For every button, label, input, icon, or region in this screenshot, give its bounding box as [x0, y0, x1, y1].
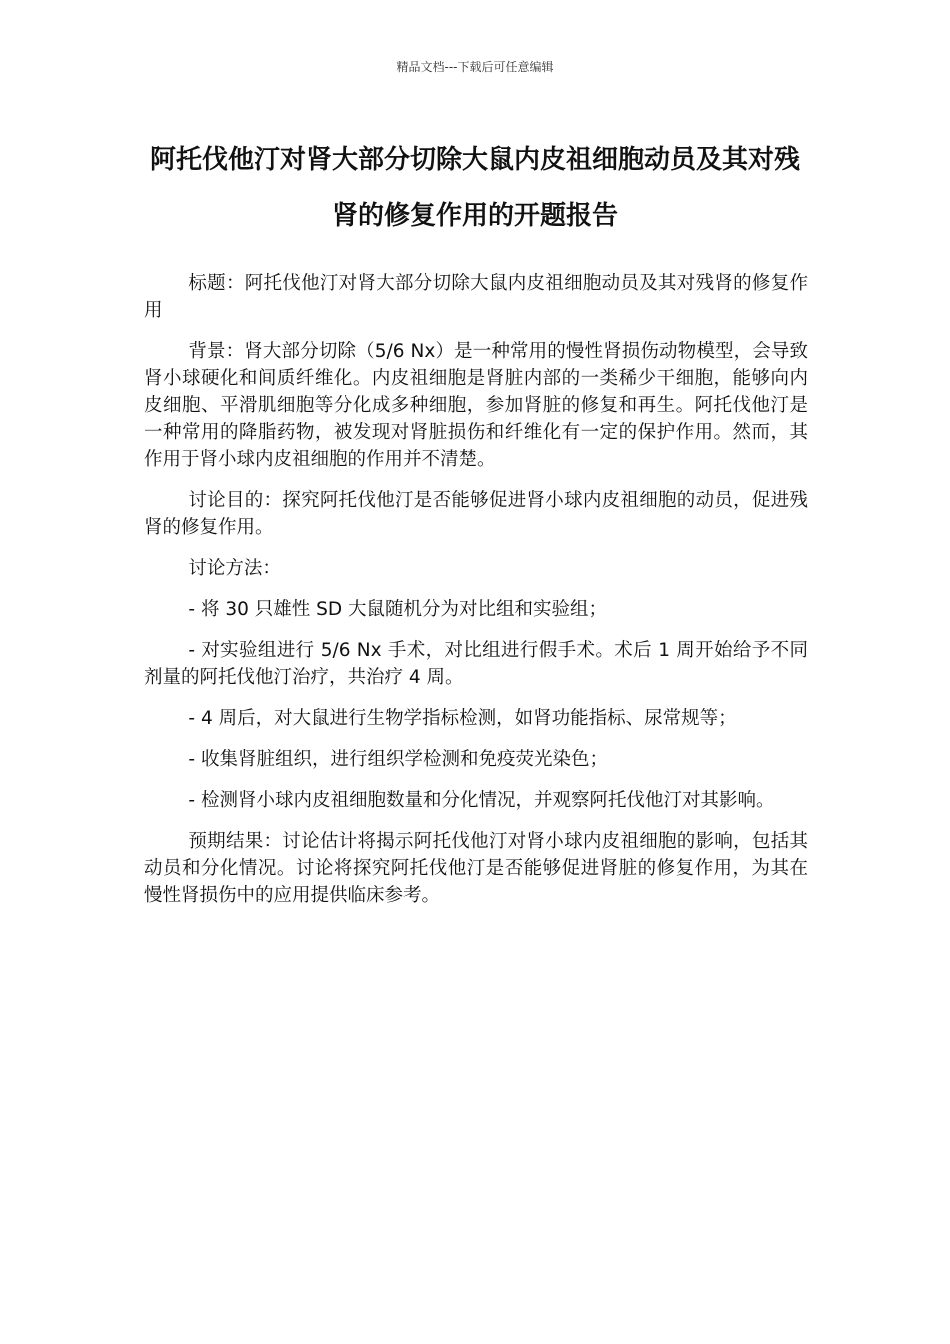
paragraph-objective: 讨论目的：探究阿托伐他汀是否能够促进肾小球内皮祖细胞的动员，促进残肾的修复作用。: [144, 490, 808, 538]
paragraph-method-item-1: - 将 30 只雄性 SD 大鼠随机分为对比组和实验组；: [188, 599, 607, 620]
paragraph-methods-heading: 讨论方法：: [188, 558, 281, 579]
paragraph-title: 标题：阿托伐他汀对肾大部分切除大鼠内皮祖细胞动员及其对残肾的修复作用: [144, 273, 808, 321]
document-body: [144, 270, 808, 923]
paragraph-background: 背景：肾大部分切除（5/6 Nx）是一种常用的慢性肾损伤动物模型，会导致肾小球硬化和间质纤维化。内皮祖细胞是肾脏内部的一类稀少干细胞，能够向内皮细胞、平滑肌细胞等分化成多种细胞，参加肾脏的修复和再生。阿托伐他汀是一种常用的降脂药物，被发现对肾脏损伤和纤维化有一定的保护作用。然而，其作用于肾小球内皮祖细胞的作用并不清楚。: [144, 341, 808, 470]
paragraph-method-item-3: - 4 周后，对大鼠进行生物学指标检测，如肾功能指标、尿常规等；: [188, 708, 737, 729]
paragraph-expected-results: 预期结果：讨论估计将揭示阿托伐他汀对肾小球内皮祖细胞的影响，包括其动员和分化情况。讨论将探究阿托伐他汀是否能够促进肾脏的修复作用，为其在慢性肾损伤中的应用提供临床参考。: [144, 831, 808, 906]
paragraph-method-item-4: - 收集肾脏组织，进行组织学检测和免疫荧光染色；: [188, 749, 608, 770]
header-note: 精品文档---下载后可任意编辑: [396, 60, 554, 74]
paragraph-method-item-5: - 检测肾小球内皮祖细胞数量和分化情况，并观察阿托伐他汀对其影响。: [188, 790, 775, 811]
document-title: 阿托伐他汀对肾大部分切除大鼠内皮祖细胞动员及其对残肾的修复作用的开题报告: [149, 145, 800, 231]
paragraph-method-item-2: - 对实验组进行 5/6 Nx 手术，对比组进行假手术。术后 1 周开始给予不同剂量的阿托伐他汀治疗，共治疗 4 周。: [144, 640, 808, 688]
